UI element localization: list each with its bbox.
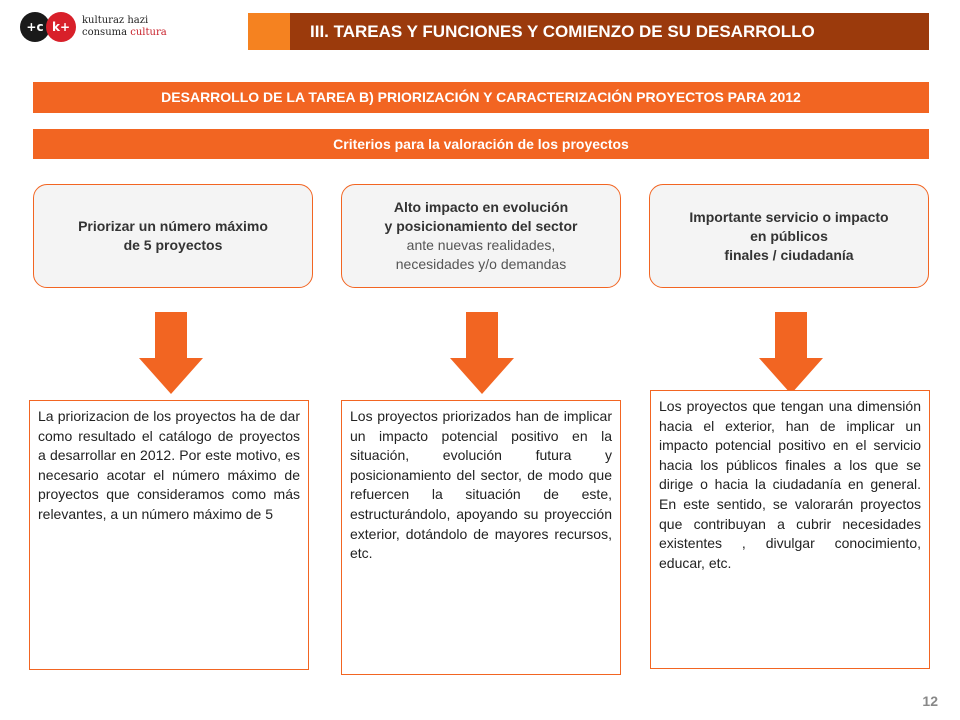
description-box-3: Los proyectos que tengan una dimensión hacia el exterior, han de implicar un impacto potencial positivo en el servicio hacia los públicos finales a los que se dirige o hacia la ciudadanía en general. En este sentido, se valorarán proyectos que contribuyan a cubrir necesidades existentes , divulgar conocimiento, educar, etc. — [650, 390, 930, 669]
criterion-1-line-1: Priorizar un número máximo — [78, 218, 268, 234]
criterion-2-line-2: y posicionamiento del sector — [384, 218, 578, 234]
logo-line-1: kulturaz hazi — [82, 15, 149, 26]
criterion-box-2 — [341, 184, 621, 288]
criterion-2-line-3: ante nuevas realidades, — [406, 237, 556, 253]
criterion-1-line-2: de 5 proyectos — [123, 237, 223, 253]
page-title: III. TAREAS Y FUNCIONES Y COMIENZO DE SU DESARROLLO — [290, 13, 929, 50]
logo-circle-plus-c: +c — [20, 12, 50, 42]
page-number: 12 — [922, 693, 938, 709]
description-box-1: La priorizacion de los proyectos ha de dar como resultado el catálogo de proyectos a desarrollar en 2012. Por este motivo, es necesario acotar el número máximo de proyectos que consideramos como más relevantes, a un número máximo de 5 — [29, 400, 309, 670]
logo-line-2 — [82, 27, 192, 39]
criteria-heading-bar: Criterios para la valoración de los proyectos — [33, 129, 929, 159]
criterion-2-line-4: necesidades y/o demandas — [395, 256, 567, 272]
criterion-3-line-1: Importante servicio o impacto — [689, 208, 889, 225]
description-box-2: Los proyectos priorizados han de implicar un impacto potencial positivo en la situación, evolución futura y posicionamiento del sector, de modo que refuercen la situación de este, estructurándolo, apoyando su proyección exterior, dotándolo de mayores recursos, etc. — [341, 400, 621, 675]
section-heading-bar: DESARROLLO DE LA TAREA B) PRIORIZACIÓN Y CARACTERIZACIÓN PROYECTOS PARA 2012 — [33, 82, 929, 113]
criterion-3-line-3: finales / ciudadanía — [724, 246, 854, 263]
criterion-box-3 — [649, 184, 929, 288]
down-arrow-icon — [759, 312, 823, 394]
logo-text — [82, 15, 192, 39]
logo-line-2a: consuma — [82, 27, 131, 38]
criterion-3-line-2: en públicos — [750, 227, 828, 244]
down-arrow-icon — [450, 312, 514, 394]
criterion-2-line-1: Alto impacto en evolución — [393, 199, 569, 215]
title-accent-block — [248, 13, 290, 50]
down-arrow-icon — [139, 312, 203, 394]
logo-line-2b: cultura — [130, 27, 167, 38]
logo-circle-k-plus: k+ — [46, 12, 76, 42]
criterion-box-1 — [33, 184, 313, 288]
